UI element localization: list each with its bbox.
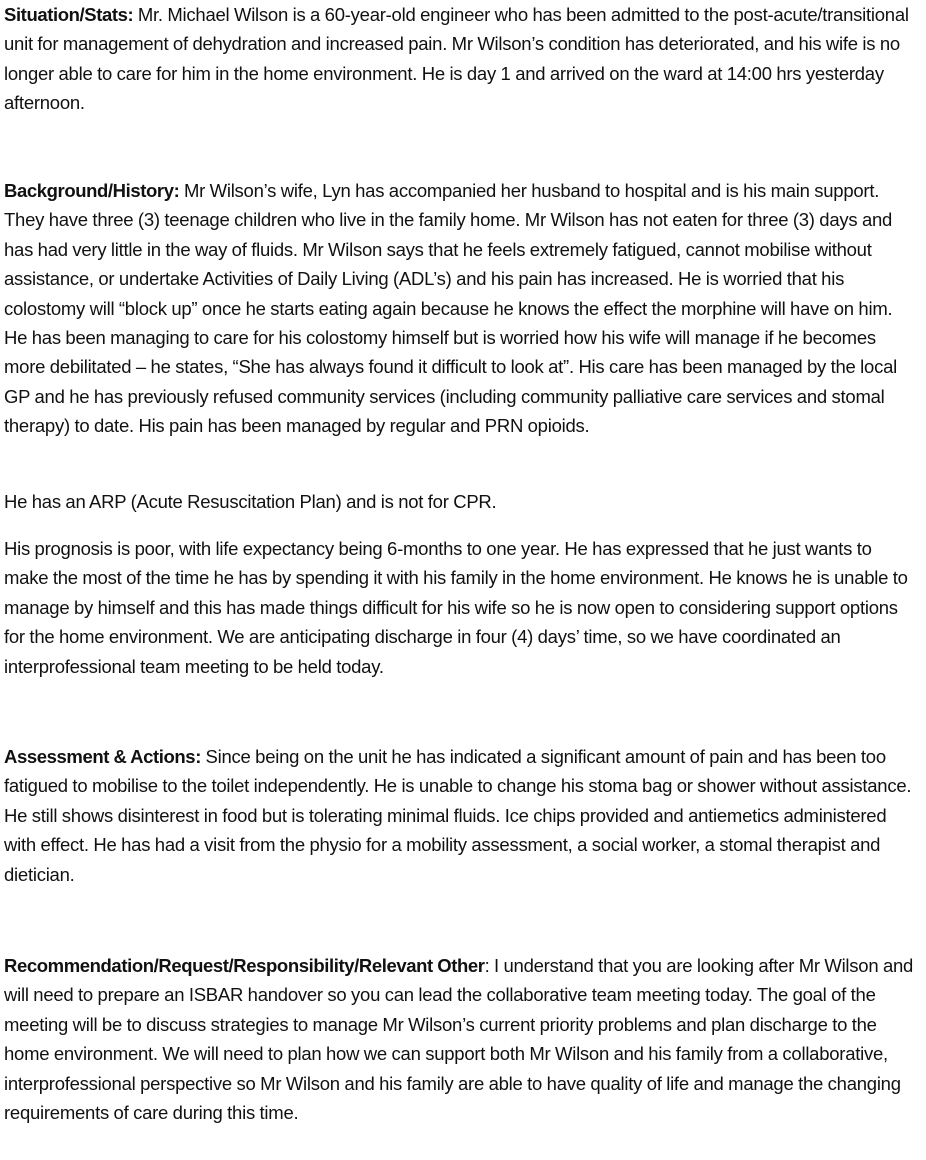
recommendation-heading: Recommendation/Request/Responsibility/Relevant Other [4,955,485,976]
arp-paragraph [4,487,918,516]
situation-paragraph [4,0,918,118]
prognosis-text: His prognosis is poor, with life expectancy being 6-months to one year. He has expressed that he just wants to make the most of the time he has by spending it with his family in the home environment. He knows he is unable to manage by himself and this has made things difficult for his wife so he is now open to considering support options for the home environment. We are anticipating discharge in four (4) days’ time, so we have coordinated an interprofessional team meeting to be held today. [4,538,908,677]
background-paragraph [4,176,918,441]
recommendation-text: : I understand that you are looking after Mr Wilson and will need to prepare an ISBAR handover so you can lead the collaborative team meeting today. The goal of the meeting will be to discuss strategies to manage Mr Wilson’s current priority problems and plan discharge to the home environment. We will need to plan how we can support both Mr Wilson and his family from a collaborative, interprofessional perspective so Mr Wilson and his family are able to have quality of life and manage the changing requirements of care during this time. [4,955,914,1124]
background-heading: Background/History: [4,180,180,201]
assessment-paragraph [4,742,918,889]
situation-text: Mr. Michael Wilson is a 60-year-old engineer who has been admitted to the post-acute/transitional unit for management of dehydration and increased pain. Mr Wilson’s condition has deteriorated, and his wife is no longer able to care for him in the home environment. He is day 1 and arrived on the ward at 14:00 hrs yesterday afternoon. [4,4,909,114]
prognosis-paragraph [4,534,918,681]
arp-text: He has an ARP (Acute Resuscitation Plan) and is not for CPR. [4,491,497,512]
background-text: Mr Wilson’s wife, Lyn has accompanied her husband to hospital and is his main support. They have three (3) teenage children who live in the family home. Mr Wilson has not eaten for three (3) days and has had very little in the way of fluids. Mr Wilson says that he feels extremely fatigued, cannot mobilise without assistance, or undertake Activities of Daily Living (ADL’s) and his pain has increased. He is worried that his colostomy will “block up” once he starts eating again because he knows the effect the morphine will have on him. He has been managing to care for his colostomy himself but is worried how his wife will manage if he becomes more debilitated – he states, “She has always found it difficult to look at”. His care has been managed by the local GP and he has previously refused community services (including community palliative care services and stomal therapy) to date. His pain has been managed by regular and PRN opioids. [4,180,897,437]
assessment-text: Since being on the unit he has indicated a significant amount of pain and has been too fatigued to mobilise to the toilet independently. He is unable to change his stoma bag or shower without assistance. He still shows disinterest in food but is tolerating minimal fluids. Ice chips provided and antiemetics administered with effect. He has had a visit from the physio for a mobility assessment, a social worker, a stomal therapist and dietician. [4,746,912,885]
assessment-heading: Assessment & Actions: [4,746,201,767]
situation-heading: Situation/Stats: [4,4,134,25]
recommendation-paragraph [4,951,918,1127]
